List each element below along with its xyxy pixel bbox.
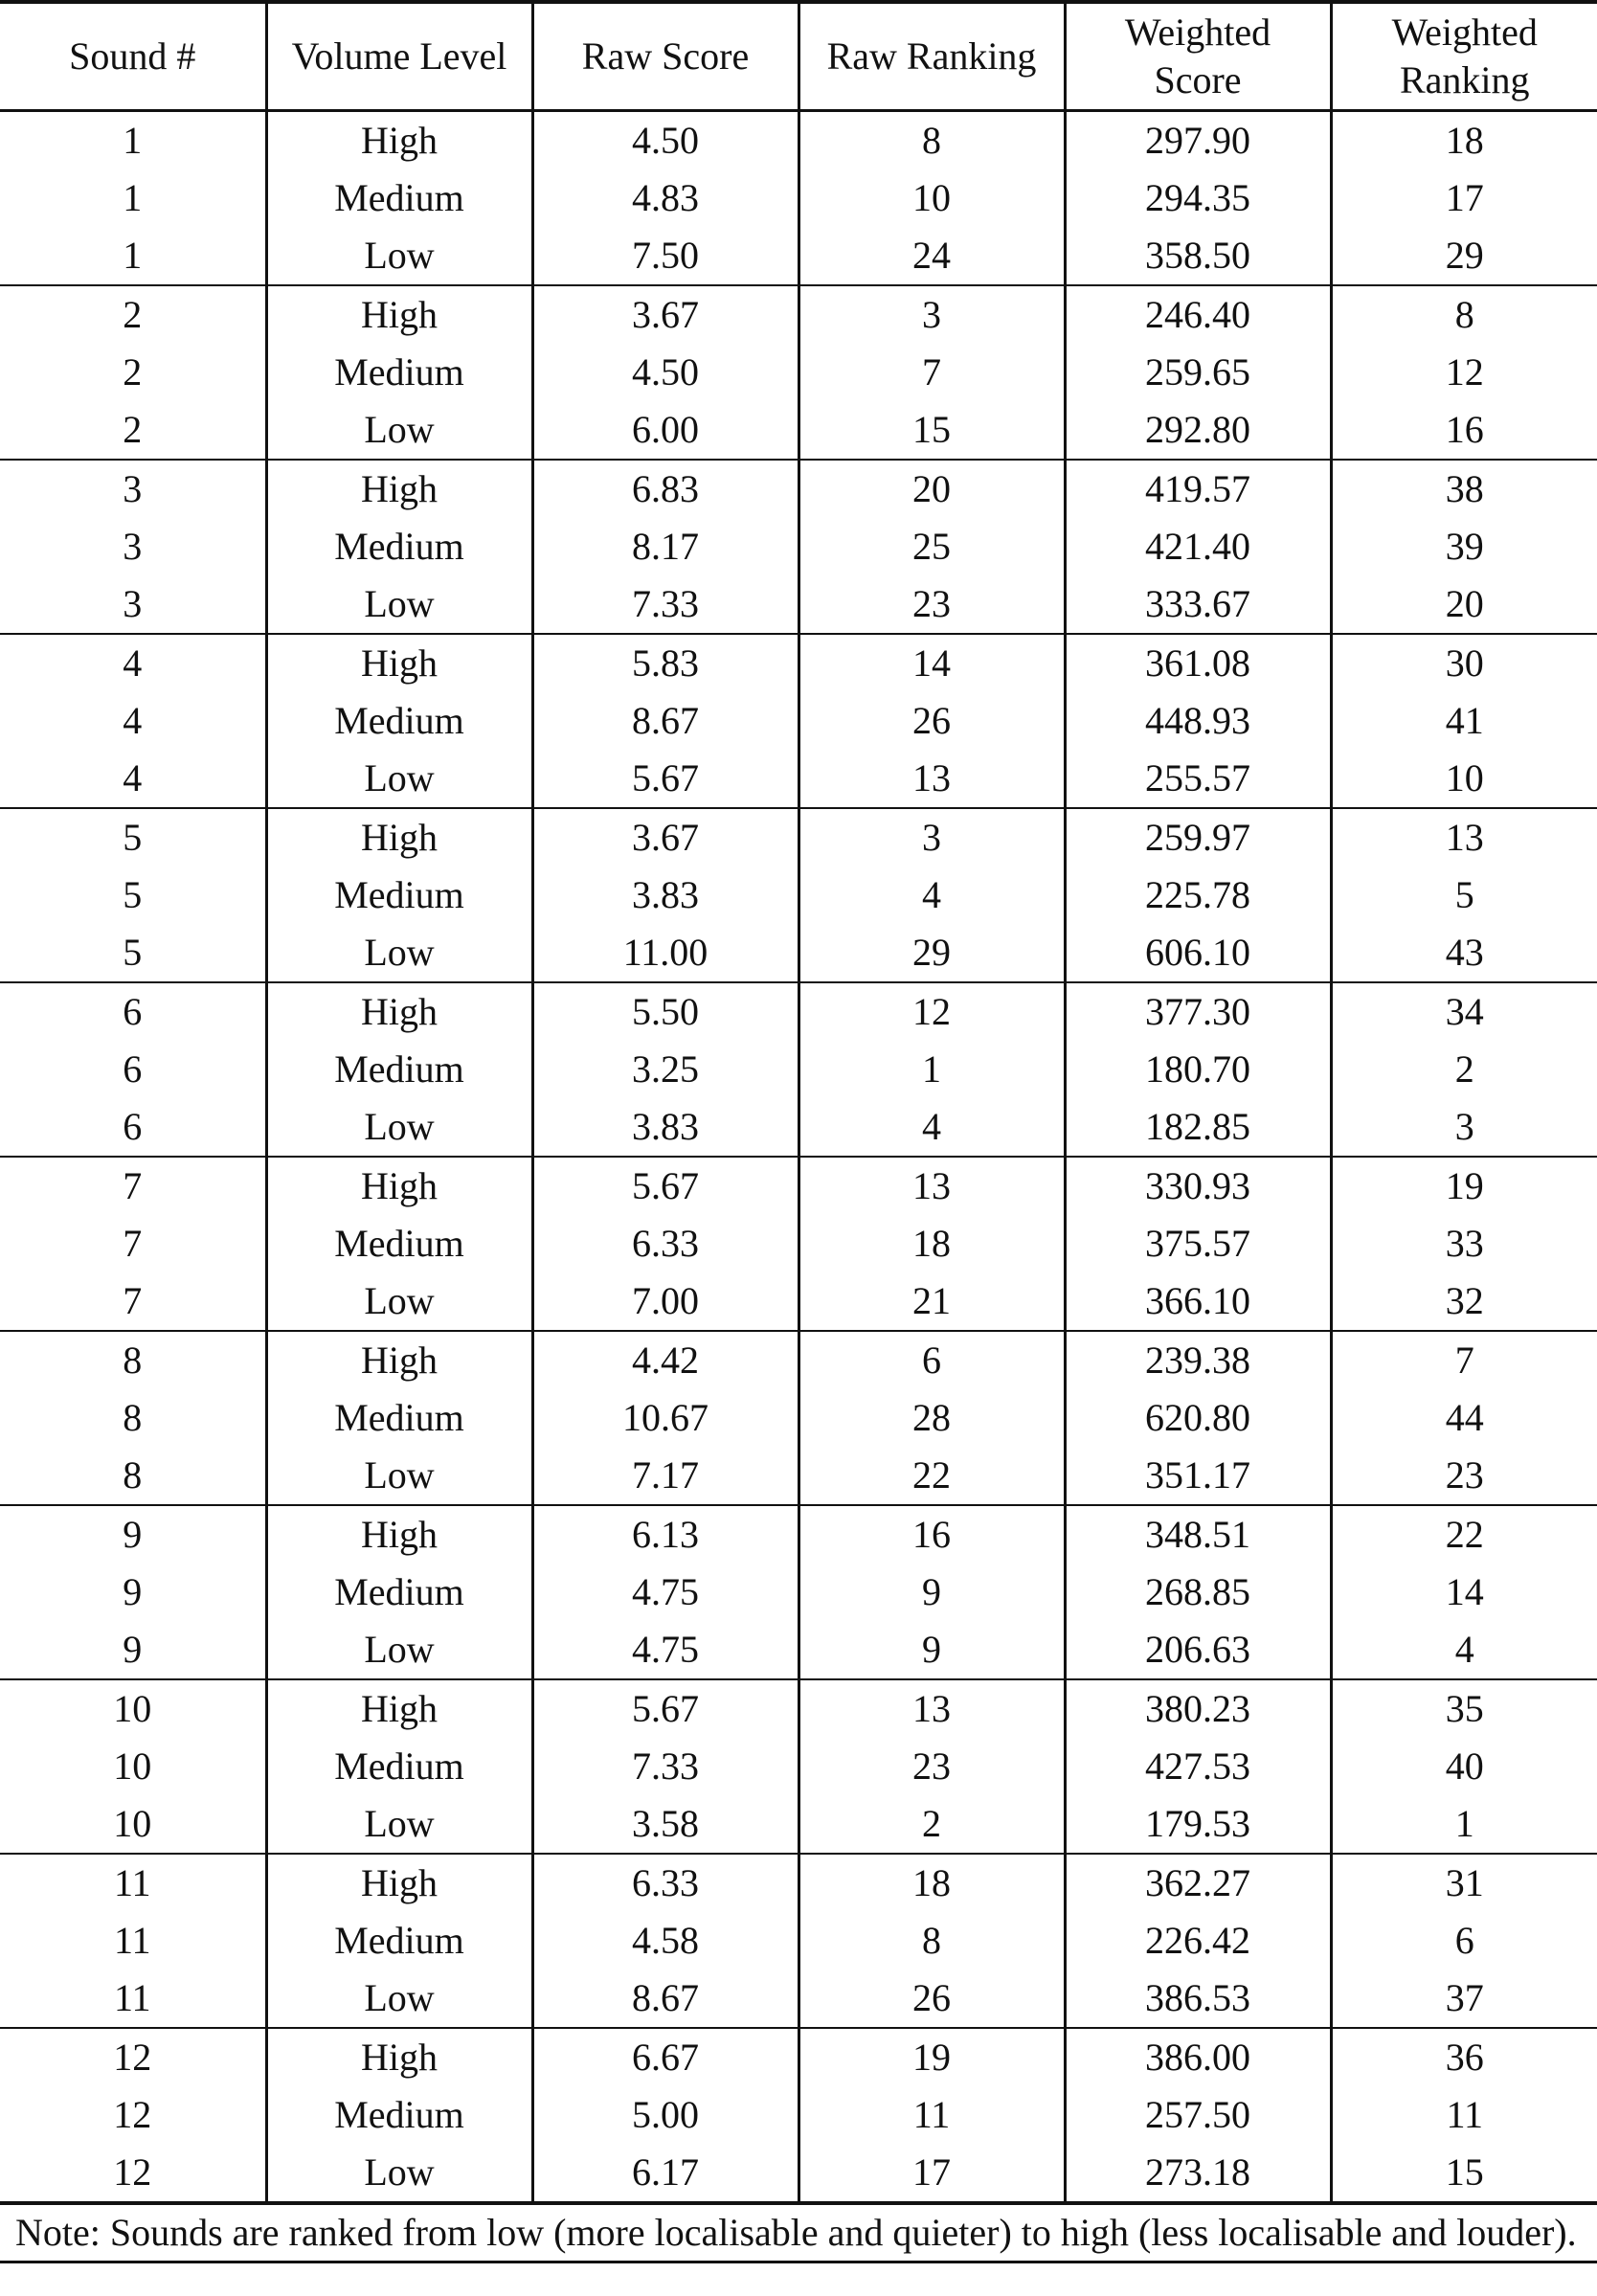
cell-sound-number: 12 bbox=[113, 2036, 152, 2079]
cell-volume-level: High bbox=[266, 808, 532, 867]
cell-weighted-score: 348.51 bbox=[1065, 1505, 1331, 1564]
cell-sound-number: 1 bbox=[123, 119, 143, 162]
cell-raw-score: 5.83 bbox=[532, 634, 798, 692]
cell-sound-number: 4 bbox=[0, 750, 266, 808]
cell-volume-level: High bbox=[266, 634, 532, 692]
cell-weighted-ranking: 20 bbox=[1331, 575, 1597, 634]
cell-volume-level: High bbox=[266, 1505, 532, 1564]
table-row bbox=[0, 1621, 1597, 1679]
cell-volume-level: Low bbox=[266, 1970, 532, 2028]
cell-weighted-ranking: 12 bbox=[1331, 344, 1597, 401]
cell-weighted-ranking: 11 bbox=[1331, 2086, 1597, 2144]
cell-weighted-score: 206.63 bbox=[1065, 1621, 1331, 1679]
cell-raw-ranking: 16 bbox=[798, 1505, 1065, 1564]
cell-weighted-score: 225.78 bbox=[1065, 867, 1331, 924]
cell-sound-number: 2 bbox=[0, 401, 266, 460]
cell-volume-level: Low bbox=[266, 401, 532, 460]
cell-volume-level: Medium bbox=[266, 1564, 532, 1621]
cell-weighted-ranking: 1 bbox=[1331, 1795, 1597, 1854]
cell-volume-level: Low bbox=[266, 575, 532, 634]
cell-weighted-ranking: 13 bbox=[1331, 808, 1597, 867]
cell-weighted-score: 246.40 bbox=[1065, 285, 1331, 344]
header-raw-score: Raw Score bbox=[532, 2, 798, 111]
cell-raw-score: 6.33 bbox=[532, 1854, 798, 1912]
cell-sound-number: 11 bbox=[0, 1970, 266, 2028]
cell-weighted-score: 419.57 bbox=[1065, 460, 1331, 518]
cell-volume-level: Medium bbox=[266, 1215, 532, 1272]
cell-volume-level: High bbox=[266, 1854, 532, 1912]
cell-weighted-ranking: 30 bbox=[1331, 634, 1597, 692]
cell-raw-ranking: 18 bbox=[798, 1215, 1065, 1272]
cell-weighted-score: 620.80 bbox=[1065, 1389, 1331, 1447]
cell-volume-level: Medium bbox=[266, 2086, 532, 2144]
cell-weighted-score: 226.42 bbox=[1065, 1912, 1331, 1970]
cell-volume-level: Medium bbox=[266, 1041, 532, 1098]
cell-weighted-ranking: 6 bbox=[1331, 1912, 1597, 1970]
cell-weighted-score: 255.57 bbox=[1065, 750, 1331, 808]
cell-raw-score: 3.58 bbox=[532, 1795, 798, 1854]
cell-sound-number: 10 bbox=[113, 1745, 152, 1788]
cell-volume-level: High bbox=[266, 111, 532, 170]
cell-raw-ranking: 4 bbox=[798, 1098, 1065, 1157]
cell-sound-number: 8 bbox=[123, 1339, 143, 1382]
cell-weighted-ranking: 10 bbox=[1331, 750, 1597, 808]
table-row bbox=[0, 518, 1597, 575]
header-weighted-score: Weighted Score bbox=[1065, 2, 1331, 111]
table-row bbox=[0, 1505, 1597, 1564]
cell-weighted-score: 259.65 bbox=[1065, 344, 1331, 401]
table-row bbox=[0, 1098, 1597, 1157]
cell-weighted-ranking: 15 bbox=[1331, 2144, 1597, 2203]
cell-weighted-ranking: 22 bbox=[1331, 1505, 1597, 1564]
table-row bbox=[0, 111, 1597, 170]
cell-sound-number: 12 bbox=[0, 2144, 266, 2203]
cell-raw-ranking: 23 bbox=[798, 1738, 1065, 1795]
cell-volume-level: Low bbox=[266, 1447, 532, 1505]
cell-raw-score: 3.67 bbox=[532, 285, 798, 344]
cell-raw-ranking: 3 bbox=[798, 285, 1065, 344]
cell-raw-score: 7.33 bbox=[532, 1738, 798, 1795]
cell-weighted-score: 421.40 bbox=[1065, 518, 1331, 575]
cell-raw-score: 6.67 bbox=[532, 2028, 798, 2086]
cell-raw-ranking: 13 bbox=[798, 1157, 1065, 1215]
cell-weighted-score: 182.85 bbox=[1065, 1098, 1331, 1157]
cell-raw-ranking: 7 bbox=[798, 344, 1065, 401]
cell-sound-number: 10 bbox=[113, 1687, 152, 1730]
cell-volume-level: Medium bbox=[266, 1738, 532, 1795]
cell-weighted-ranking: 23 bbox=[1331, 1447, 1597, 1505]
cell-volume-level: Low bbox=[266, 750, 532, 808]
cell-weighted-score: 179.53 bbox=[1065, 1795, 1331, 1854]
table-row bbox=[0, 169, 1597, 227]
cell-raw-score: 8.67 bbox=[532, 1970, 798, 2028]
cell-sound-number: 10 bbox=[0, 1795, 266, 1854]
cell-raw-score: 6.00 bbox=[532, 401, 798, 460]
cell-raw-score: 8.67 bbox=[532, 692, 798, 750]
cell-raw-ranking: 29 bbox=[798, 924, 1065, 982]
cell-weighted-score: 292.80 bbox=[1065, 401, 1331, 460]
cell-raw-score: 6.17 bbox=[532, 2144, 798, 2203]
cell-raw-ranking: 14 bbox=[798, 634, 1065, 692]
cell-weighted-score: 294.35 bbox=[1065, 169, 1331, 227]
cell-volume-level: Medium bbox=[266, 518, 532, 575]
table-row bbox=[0, 2086, 1597, 2144]
cell-raw-ranking: 18 bbox=[798, 1854, 1065, 1912]
cell-raw-score: 5.50 bbox=[532, 982, 798, 1041]
cell-weighted-score: 386.53 bbox=[1065, 1970, 1331, 2028]
cell-sound-number: 1 bbox=[123, 176, 143, 219]
cell-volume-level: Low bbox=[266, 227, 532, 285]
cell-raw-score: 6.83 bbox=[532, 460, 798, 518]
cell-sound-number: 8 bbox=[0, 1447, 266, 1505]
table-row bbox=[0, 1041, 1597, 1098]
cell-weighted-ranking: 44 bbox=[1331, 1389, 1597, 1447]
cell-raw-ranking: 8 bbox=[798, 1912, 1065, 1970]
table-row bbox=[0, 1389, 1597, 1447]
cell-weighted-score: 351.17 bbox=[1065, 1447, 1331, 1505]
table-row bbox=[0, 982, 1597, 1041]
cell-weighted-score: 386.00 bbox=[1065, 2028, 1331, 2086]
table-row bbox=[0, 1272, 1597, 1331]
cell-sound-number: 9 bbox=[123, 1570, 143, 1613]
cell-raw-score: 3.83 bbox=[532, 1098, 798, 1157]
cell-sound-number: 5 bbox=[123, 816, 143, 859]
cell-raw-score: 7.17 bbox=[532, 1447, 798, 1505]
cell-raw-score: 3.25 bbox=[532, 1041, 798, 1098]
cell-volume-level: Low bbox=[266, 1795, 532, 1854]
table-row bbox=[0, 692, 1597, 750]
cell-raw-score: 11.00 bbox=[532, 924, 798, 982]
cell-weighted-ranking: 19 bbox=[1331, 1157, 1597, 1215]
cell-sound-number: 3 bbox=[123, 467, 143, 510]
cell-sound-number: 7 bbox=[123, 1222, 143, 1265]
table-row bbox=[0, 1795, 1597, 1854]
header-volume-level: Volume Level bbox=[266, 2, 532, 111]
cell-sound-number: 9 bbox=[123, 1513, 143, 1556]
cell-sound-number: 4 bbox=[123, 699, 143, 742]
table-row bbox=[0, 227, 1597, 285]
cell-weighted-ranking: 39 bbox=[1331, 518, 1597, 575]
cell-sound-number: 6 bbox=[0, 1098, 266, 1157]
cell-raw-score: 5.67 bbox=[532, 750, 798, 808]
cell-sound-number: 1 bbox=[0, 227, 266, 285]
cell-weighted-ranking: 3 bbox=[1331, 1098, 1597, 1157]
cell-raw-score: 7.33 bbox=[532, 575, 798, 634]
cell-raw-score: 6.33 bbox=[532, 1215, 798, 1272]
cell-sound-number: 7 bbox=[0, 1272, 266, 1331]
cell-sound-number: 6 bbox=[123, 1047, 143, 1091]
cell-weighted-ranking: 33 bbox=[1331, 1215, 1597, 1272]
cell-volume-level: Medium bbox=[266, 344, 532, 401]
table-row bbox=[0, 344, 1597, 401]
cell-raw-ranking: 15 bbox=[798, 401, 1065, 460]
header-raw-ranking: Raw Ranking bbox=[798, 2, 1065, 111]
table-row bbox=[0, 867, 1597, 924]
cell-weighted-ranking: 43 bbox=[1331, 924, 1597, 982]
cell-volume-level: Medium bbox=[266, 692, 532, 750]
cell-weighted-score: 366.10 bbox=[1065, 1272, 1331, 1331]
table-row bbox=[0, 1738, 1597, 1795]
cell-weighted-score: 297.90 bbox=[1065, 111, 1331, 170]
cell-weighted-score: 380.23 bbox=[1065, 1679, 1331, 1738]
cell-volume-level: Medium bbox=[266, 1389, 532, 1447]
table-row bbox=[0, 750, 1597, 808]
cell-weighted-score: 333.67 bbox=[1065, 575, 1331, 634]
cell-raw-ranking: 12 bbox=[798, 982, 1065, 1041]
cell-sound-number: 2 bbox=[123, 350, 143, 394]
table-note: Note: Sounds are ranked from low (more localisable and quieter) to high (less localisable and louder). bbox=[15, 2211, 1577, 2254]
cell-raw-score: 4.50 bbox=[532, 111, 798, 170]
cell-weighted-score: 448.93 bbox=[1065, 692, 1331, 750]
cell-sound-number: 2 bbox=[123, 293, 143, 336]
cell-volume-level: High bbox=[266, 982, 532, 1041]
cell-weighted-score: 330.93 bbox=[1065, 1157, 1331, 1215]
cell-sound-number: 6 bbox=[123, 990, 143, 1033]
cell-volume-level: High bbox=[266, 1679, 532, 1738]
cell-weighted-score: 427.53 bbox=[1065, 1738, 1331, 1795]
cell-raw-ranking: 21 bbox=[798, 1272, 1065, 1331]
table-row bbox=[0, 634, 1597, 692]
header-sound-number: Sound # bbox=[0, 2, 266, 111]
cell-raw-ranking: 26 bbox=[798, 692, 1065, 750]
cell-raw-score: 3.67 bbox=[532, 808, 798, 867]
cell-volume-level: Medium bbox=[266, 1912, 532, 1970]
cell-weighted-ranking: 36 bbox=[1331, 2028, 1597, 2086]
cell-sound-number: 5 bbox=[123, 873, 143, 916]
table-row bbox=[0, 924, 1597, 982]
header-weighted-ranking: Weighted Ranking bbox=[1331, 2, 1597, 111]
cell-sound-number: 3 bbox=[123, 525, 143, 568]
table-row bbox=[0, 1912, 1597, 1970]
cell-raw-ranking: 17 bbox=[798, 2144, 1065, 2203]
table-row bbox=[0, 1679, 1597, 1738]
cell-weighted-score: 377.30 bbox=[1065, 982, 1331, 1041]
table-row bbox=[0, 1215, 1597, 1272]
cell-volume-level: High bbox=[266, 460, 532, 518]
cell-raw-ranking: 2 bbox=[798, 1795, 1065, 1854]
cell-raw-ranking: 13 bbox=[798, 1679, 1065, 1738]
cell-weighted-ranking: 34 bbox=[1331, 982, 1597, 1041]
cell-raw-ranking: 11 bbox=[798, 2086, 1065, 2144]
cell-raw-score: 6.13 bbox=[532, 1505, 798, 1564]
header-row bbox=[0, 2, 1597, 111]
cell-weighted-score: 259.97 bbox=[1065, 808, 1331, 867]
cell-raw-score: 3.83 bbox=[532, 867, 798, 924]
cell-sound-number: 9 bbox=[0, 1621, 266, 1679]
cell-raw-score: 4.75 bbox=[532, 1564, 798, 1621]
table-row bbox=[0, 1970, 1597, 2028]
cell-weighted-ranking: 7 bbox=[1331, 1331, 1597, 1389]
cell-raw-ranking: 10 bbox=[798, 169, 1065, 227]
cell-sound-number: 4 bbox=[123, 642, 143, 685]
table-row bbox=[0, 285, 1597, 344]
table-row bbox=[0, 575, 1597, 634]
cell-volume-level: Low bbox=[266, 1098, 532, 1157]
cell-weighted-score: 180.70 bbox=[1065, 1041, 1331, 1098]
table-row bbox=[0, 2144, 1597, 2203]
cell-volume-level: High bbox=[266, 1331, 532, 1389]
cell-weighted-ranking: 2 bbox=[1331, 1041, 1597, 1098]
cell-raw-ranking: 9 bbox=[798, 1564, 1065, 1621]
cell-weighted-score: 375.57 bbox=[1065, 1215, 1331, 1272]
cell-weighted-ranking: 4 bbox=[1331, 1621, 1597, 1679]
cell-weighted-score: 273.18 bbox=[1065, 2144, 1331, 2203]
cell-sound-number: 8 bbox=[123, 1396, 143, 1439]
cell-raw-score: 4.75 bbox=[532, 1621, 798, 1679]
cell-weighted-ranking: 31 bbox=[1331, 1854, 1597, 1912]
cell-raw-score: 7.50 bbox=[532, 227, 798, 285]
cell-weighted-ranking: 41 bbox=[1331, 692, 1597, 750]
cell-raw-ranking: 8 bbox=[798, 111, 1065, 170]
cell-sound-number: 3 bbox=[0, 575, 266, 634]
cell-raw-score: 8.17 bbox=[532, 518, 798, 575]
table-row bbox=[0, 1564, 1597, 1621]
cell-raw-score: 10.67 bbox=[532, 1389, 798, 1447]
cell-raw-score: 4.42 bbox=[532, 1331, 798, 1389]
cell-raw-score: 4.58 bbox=[532, 1912, 798, 1970]
cell-raw-ranking: 1 bbox=[798, 1041, 1065, 1098]
cell-weighted-ranking: 40 bbox=[1331, 1738, 1597, 1795]
cell-raw-score: 5.67 bbox=[532, 1157, 798, 1215]
table-row bbox=[0, 1854, 1597, 1912]
table-row bbox=[0, 2028, 1597, 2086]
cell-weighted-ranking: 8 bbox=[1331, 285, 1597, 344]
table-row bbox=[0, 460, 1597, 518]
table-row bbox=[0, 401, 1597, 460]
table-row bbox=[0, 808, 1597, 867]
cell-weighted-score: 361.08 bbox=[1065, 634, 1331, 692]
cell-weighted-score: 606.10 bbox=[1065, 924, 1331, 982]
cell-raw-ranking: 23 bbox=[798, 575, 1065, 634]
cell-raw-ranking: 4 bbox=[798, 867, 1065, 924]
cell-raw-ranking: 25 bbox=[798, 518, 1065, 575]
cell-weighted-ranking: 29 bbox=[1331, 227, 1597, 285]
cell-raw-ranking: 28 bbox=[798, 1389, 1065, 1447]
table-row bbox=[0, 1157, 1597, 1215]
cell-volume-level: High bbox=[266, 285, 532, 344]
cell-sound-number: 11 bbox=[113, 1919, 151, 1962]
cell-raw-ranking: 3 bbox=[798, 808, 1065, 867]
cell-weighted-ranking: 37 bbox=[1331, 1970, 1597, 2028]
cell-weighted-score: 268.85 bbox=[1065, 1564, 1331, 1621]
bottom-rule bbox=[0, 2261, 1597, 2263]
cell-raw-ranking: 9 bbox=[798, 1621, 1065, 1679]
cell-volume-level: Low bbox=[266, 1621, 532, 1679]
cell-raw-ranking: 24 bbox=[798, 227, 1065, 285]
cell-sound-number: 11 bbox=[113, 1861, 151, 1904]
cell-weighted-ranking: 16 bbox=[1331, 401, 1597, 460]
cell-weighted-ranking: 17 bbox=[1331, 169, 1597, 227]
cell-weighted-score: 257.50 bbox=[1065, 2086, 1331, 2144]
cell-raw-ranking: 26 bbox=[798, 1970, 1065, 2028]
cell-raw-ranking: 19 bbox=[798, 2028, 1065, 2086]
cell-volume-level: High bbox=[266, 1157, 532, 1215]
cell-sound-number: 12 bbox=[113, 2093, 152, 2136]
cell-weighted-score: 239.38 bbox=[1065, 1331, 1331, 1389]
cell-weighted-ranking: 14 bbox=[1331, 1564, 1597, 1621]
table-body bbox=[0, 111, 1597, 2204]
cell-raw-score: 4.50 bbox=[532, 344, 798, 401]
cell-weighted-ranking: 38 bbox=[1331, 460, 1597, 518]
cell-volume-level: Medium bbox=[266, 867, 532, 924]
cell-raw-score: 7.00 bbox=[532, 1272, 798, 1331]
cell-volume-level: Medium bbox=[266, 169, 532, 227]
cell-sound-number: 7 bbox=[123, 1164, 143, 1207]
cell-raw-ranking: 13 bbox=[798, 750, 1065, 808]
cell-weighted-ranking: 35 bbox=[1331, 1679, 1597, 1738]
cell-volume-level: High bbox=[266, 2028, 532, 2086]
cell-raw-score: 5.00 bbox=[532, 2086, 798, 2144]
cell-raw-ranking: 20 bbox=[798, 460, 1065, 518]
cell-weighted-ranking: 5 bbox=[1331, 867, 1597, 924]
cell-sound-number: 5 bbox=[0, 924, 266, 982]
cell-volume-level: Low bbox=[266, 1272, 532, 1331]
cell-weighted-score: 358.50 bbox=[1065, 227, 1331, 285]
cell-weighted-ranking: 18 bbox=[1331, 111, 1597, 170]
cell-weighted-ranking: 32 bbox=[1331, 1272, 1597, 1331]
cell-raw-ranking: 22 bbox=[798, 1447, 1065, 1505]
cell-weighted-score: 362.27 bbox=[1065, 1854, 1331, 1912]
cell-raw-ranking: 6 bbox=[798, 1331, 1065, 1389]
table-header bbox=[0, 2, 1597, 111]
cell-raw-score: 5.67 bbox=[532, 1679, 798, 1738]
cell-raw-score: 4.83 bbox=[532, 169, 798, 227]
cell-volume-level: Low bbox=[266, 2144, 532, 2203]
table-row bbox=[0, 1331, 1597, 1389]
cell-volume-level: Low bbox=[266, 924, 532, 982]
table-row bbox=[0, 1447, 1597, 1505]
